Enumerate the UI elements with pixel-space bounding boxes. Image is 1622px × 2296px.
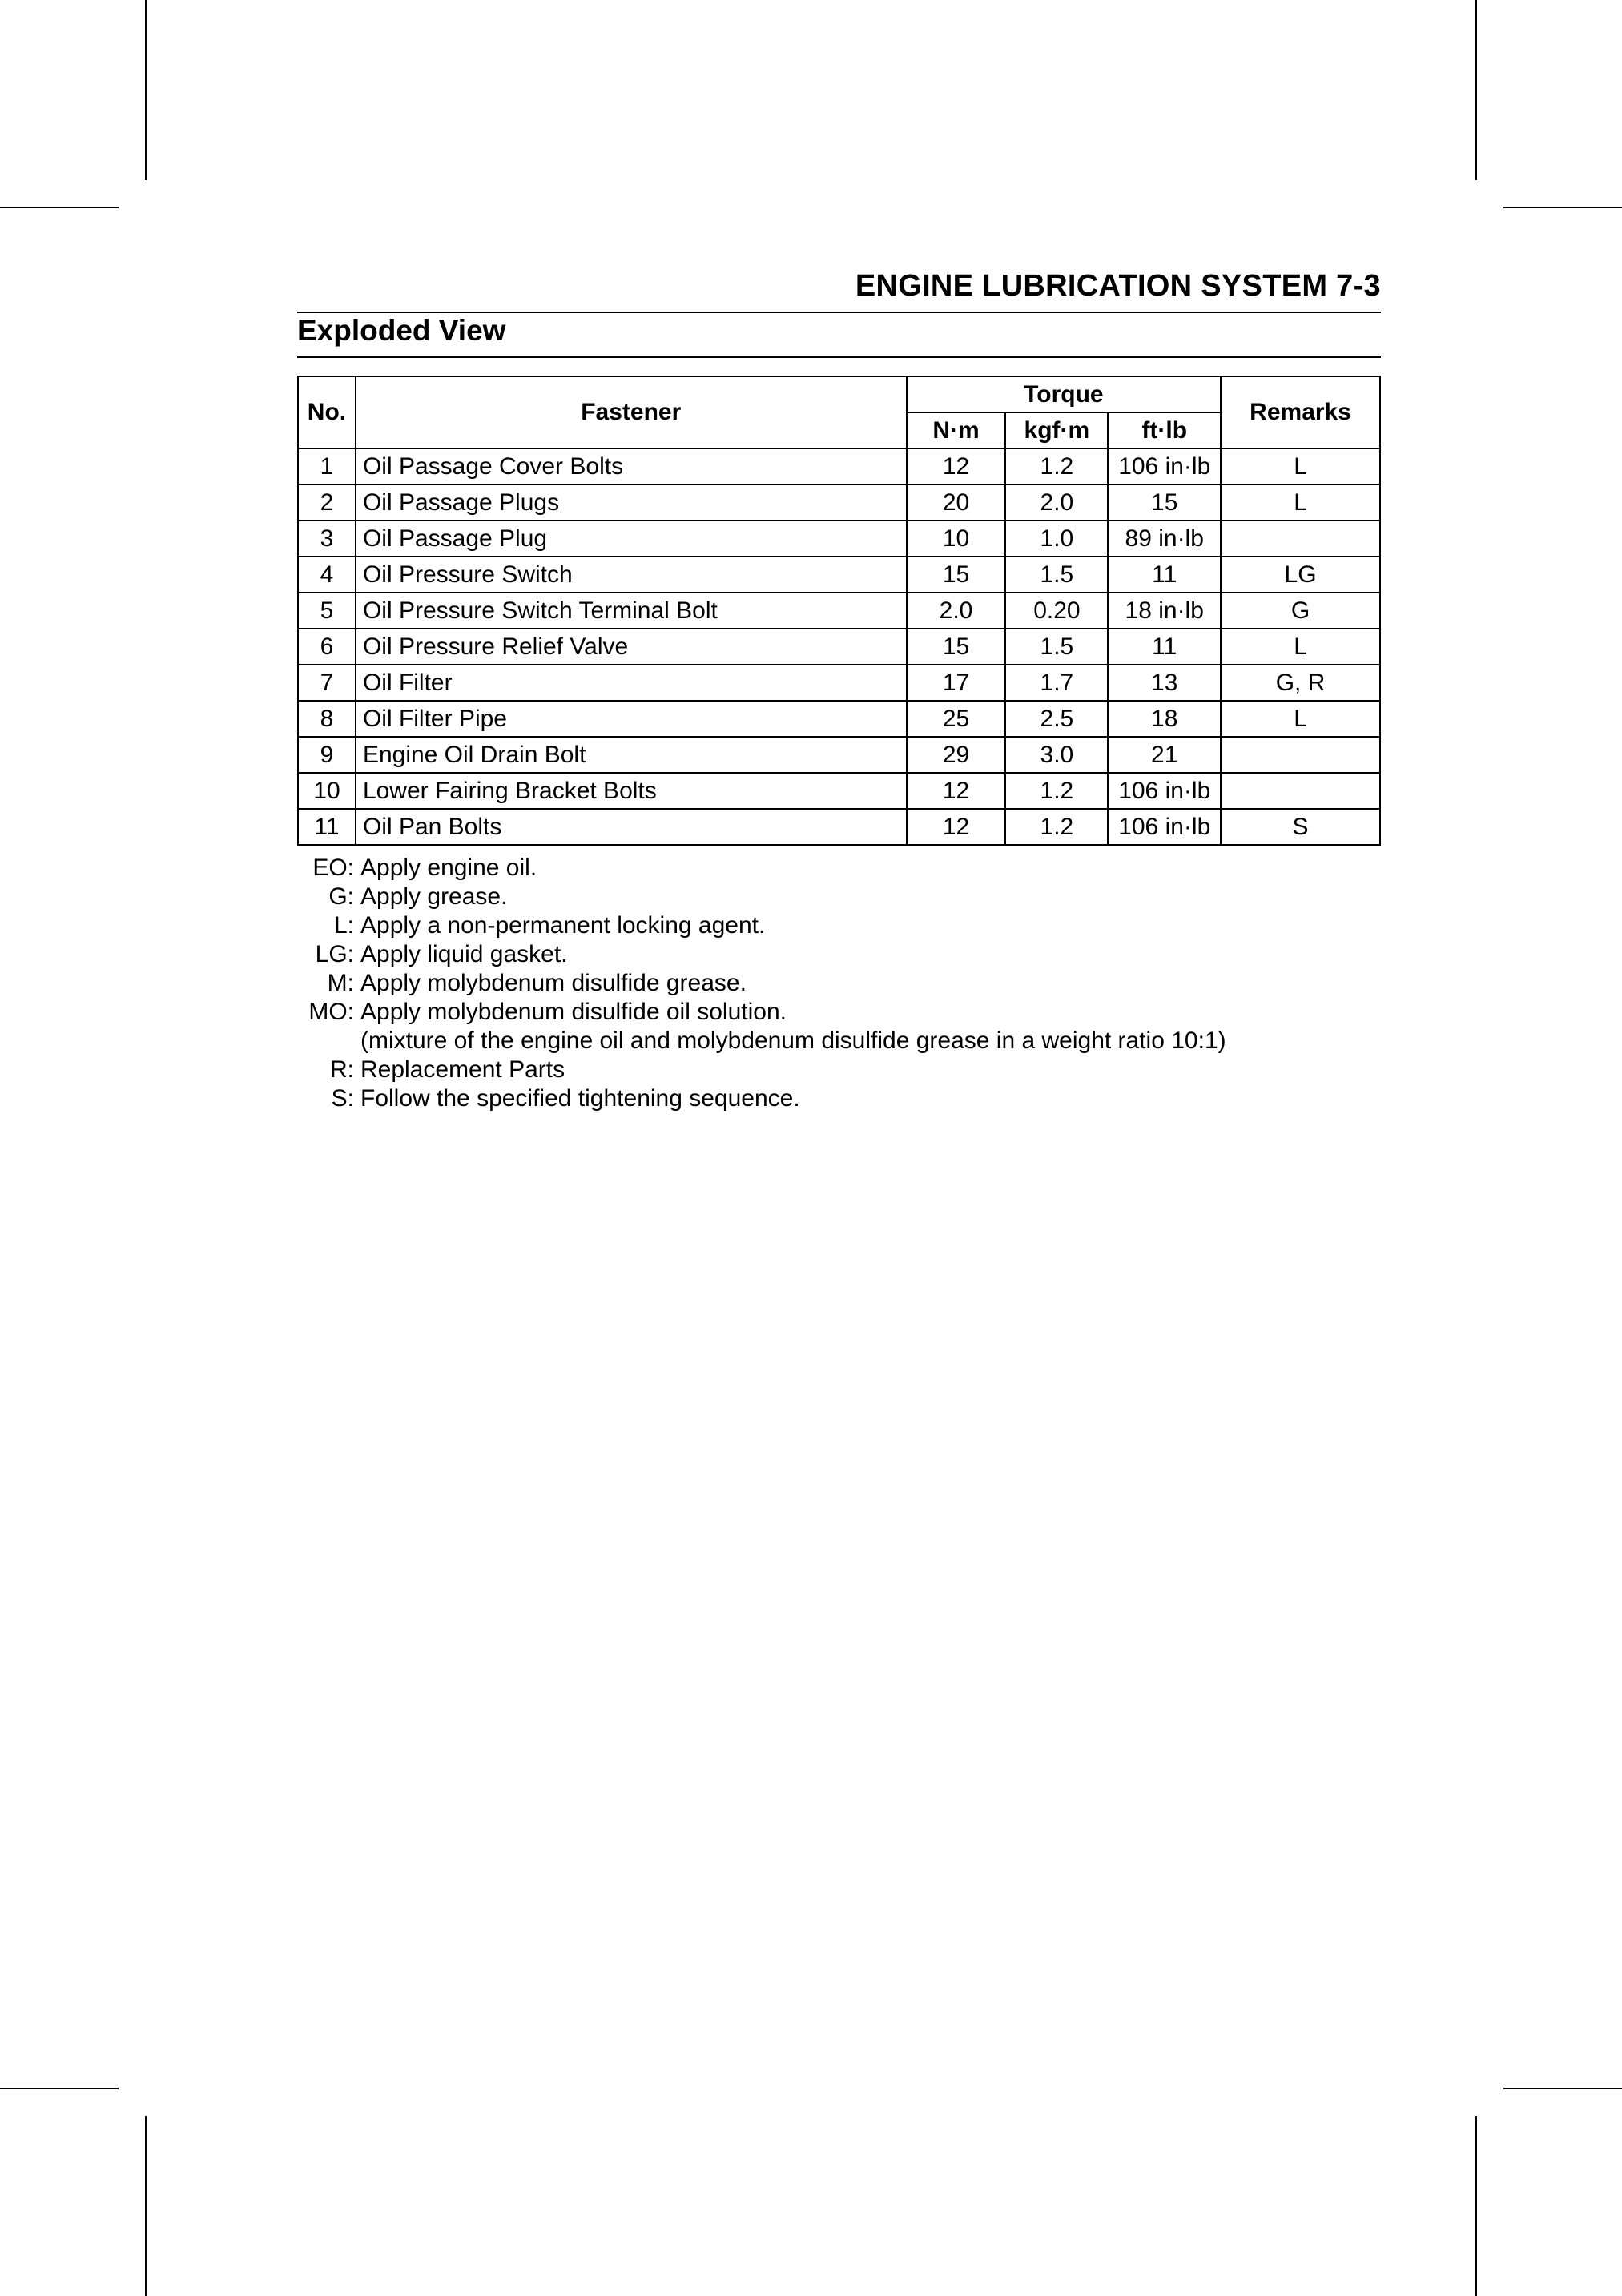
legend-text: Apply molybdenum disulfide grease. [360,970,747,996]
cell-ftlb: 106 in·lb [1108,809,1221,845]
cell-fastener: Oil Passage Plugs [356,485,907,521]
crop-mark-bottom-right-vertical [1475,2116,1477,2296]
table-row [298,665,1380,701]
cell-ftlb: 11 [1108,557,1221,593]
legend-code [282,1027,360,1056]
cell-fastener: Oil Filter Pipe [356,701,907,737]
legend-item [282,940,1226,969]
cell-ftlb: 18 [1108,701,1221,737]
cell-no: 2 [298,485,356,521]
cell-fastener: Oil Passage Plug [356,521,907,557]
cell-nm: 20 [907,485,1006,521]
cell-fastener: Oil Pressure Switch [356,557,907,593]
cell-ftlb: 13 [1108,665,1221,701]
cell-ftlb: 21 [1108,737,1221,773]
cell-nm: 12 [907,809,1006,845]
legend-code: M: [327,970,354,996]
table-row [298,701,1380,737]
legend-text: Follow the specified tightening sequence. [360,1085,800,1112]
crop-mark-top-left-horizontal [0,207,119,208]
cell-kgfm: 1.2 [1005,448,1108,485]
cell-nm: 15 [907,557,1006,593]
legend-text: Apply molybdenum disulfide oil solution. [360,999,787,1025]
cell-remarks: S [1221,809,1380,845]
crop-mark-top-right-vertical [1475,0,1477,180]
header-nm: N·m [907,412,1006,448]
crop-mark-bottom-left-horizontal [0,2088,119,2089]
table-row [298,521,1380,557]
cell-kgfm: 3.0 [1005,737,1108,773]
table-row [298,809,1380,845]
cell-no: 6 [298,629,356,665]
section-rule [297,356,1381,358]
remarks-legend [282,854,1226,1113]
cell-ftlb: 11 [1108,629,1221,665]
legend-text: Replacement Parts [360,1056,565,1083]
cell-kgfm: 1.5 [1005,629,1108,665]
cell-nm: 2.0 [907,593,1006,629]
cell-ftlb: 89 in·lb [1108,521,1221,557]
cell-ftlb: 18 in·lb [1108,593,1221,629]
section-title: Exploded View [297,314,506,347]
cell-kgfm: 1.5 [1005,557,1108,593]
cell-fastener: Oil Passage Cover Bolts [356,448,907,485]
legend-item [282,1084,1226,1113]
cell-no: 1 [298,448,356,485]
cell-remarks: LG [1221,557,1380,593]
cell-kgfm: 1.0 [1005,521,1108,557]
cell-remarks: L [1221,485,1380,521]
table-row [298,448,1380,485]
legend-code: R: [330,1056,354,1083]
crop-mark-bottom-left-vertical [145,2116,147,2296]
legend-item [282,1027,1226,1056]
cell-ftlb: 106 in·lb [1108,773,1221,809]
cell-no: 10 [298,773,356,809]
cell-remarks [1221,521,1380,557]
legend-code: EO: [312,854,354,881]
cell-remarks: L [1221,629,1380,665]
cell-kgfm: 2.0 [1005,485,1108,521]
header-remarks: Remarks [1221,376,1380,448]
cell-nm: 10 [907,521,1006,557]
cell-nm: 15 [907,629,1006,665]
table-row [298,485,1380,521]
cell-nm: 12 [907,448,1006,485]
cell-nm: 25 [907,701,1006,737]
cell-remarks: L [1221,448,1380,485]
legend-text: Apply engine oil. [360,854,537,881]
legend-code: MO: [308,999,354,1025]
cell-remarks: G, R [1221,665,1380,701]
cell-fastener: Oil Pan Bolts [356,809,907,845]
legend-text: Apply a non-permanent locking agent. [360,912,766,939]
cell-ftlb: 15 [1108,485,1221,521]
header-ftlb: ft·lb [1108,412,1221,448]
table-row [298,557,1380,593]
crop-mark-top-left-vertical [145,0,147,180]
cell-kgfm: 1.2 [1005,809,1108,845]
cell-remarks [1221,737,1380,773]
cell-remarks: G [1221,593,1380,629]
legend-item [282,969,1226,998]
legend-item [282,854,1226,883]
cell-no: 3 [298,521,356,557]
crop-mark-bottom-right-horizontal [1503,2088,1622,2089]
cell-ftlb: 106 in·lb [1108,448,1221,485]
legend-item [282,1056,1226,1084]
legend-item [282,998,1226,1027]
cell-nm: 12 [907,773,1006,809]
legend-item [282,911,1226,940]
cell-kgfm: 2.5 [1005,701,1108,737]
header-fastener: Fastener [356,376,907,448]
cell-fastener: Oil Pressure Relief Valve [356,629,907,665]
legend-text: Apply liquid gasket. [360,941,568,967]
header-kgfm: kgf·m [1005,412,1108,448]
cell-fastener: Oil Pressure Switch Terminal Bolt [356,593,907,629]
cell-no: 4 [298,557,356,593]
table-row [298,737,1380,773]
cell-remarks: L [1221,701,1380,737]
legend-code: S: [331,1085,354,1112]
legend-text: Apply grease. [360,883,508,910]
cell-kgfm: 0.20 [1005,593,1108,629]
page-header-title: ENGINE LUBRICATION SYSTEM 7-3 [855,269,1381,303]
legend-item [282,883,1226,911]
cell-kgfm: 1.7 [1005,665,1108,701]
cell-fastener: Oil Filter [356,665,907,701]
cell-fastener: Engine Oil Drain Bolt [356,737,907,773]
torque-table [297,376,1381,846]
header-rule [297,312,1381,313]
cell-no: 9 [298,737,356,773]
table-row [298,773,1380,809]
crop-mark-top-right-horizontal [1503,207,1622,208]
cell-nm: 17 [907,665,1006,701]
cell-no: 5 [298,593,356,629]
cell-fastener: Lower Fairing Bracket Bolts [356,773,907,809]
legend-text: (mixture of the engine oil and molybdenum disulfide grease in a weight ratio 10:1) [360,1027,1226,1054]
legend-code: LG: [315,941,354,967]
cell-no: 8 [298,701,356,737]
header-no: No. [298,376,356,448]
cell-no: 11 [298,809,356,845]
cell-remarks [1221,773,1380,809]
cell-kgfm: 1.2 [1005,773,1108,809]
legend-code: G: [328,883,354,910]
cell-nm: 29 [907,737,1006,773]
header-torque: Torque [907,376,1222,412]
table-row [298,629,1380,665]
table-row [298,593,1380,629]
legend-code: L: [333,912,354,939]
cell-no: 7 [298,665,356,701]
